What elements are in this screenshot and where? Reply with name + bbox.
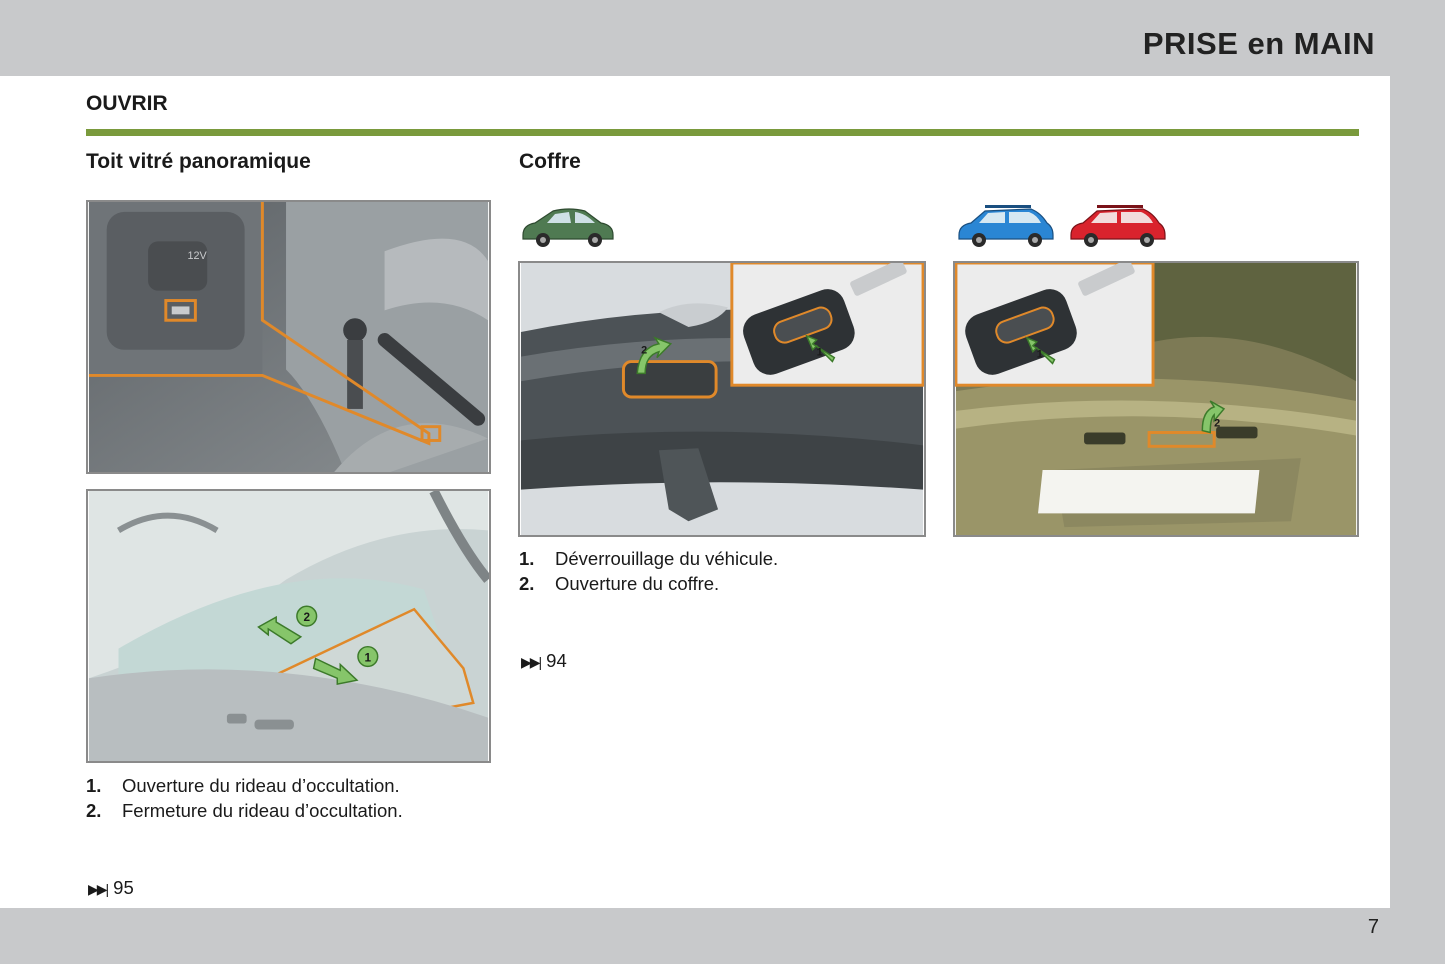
- boot-handle-hatchback-figure: [518, 261, 926, 537]
- callout-2-label: 2: [1214, 417, 1221, 430]
- boot-steps-list: [519, 546, 778, 596]
- blue-sw-car-icon: [955, 203, 1057, 249]
- green-hatchback-car-icon: [519, 203, 617, 249]
- list-item: 2. Ouverture du coffre.: [519, 573, 720, 594]
- page-ref-link[interactable]: ▶▶| 95: [88, 877, 134, 898]
- callout-2-label: 2: [641, 344, 648, 357]
- list-item: 2. Fermeture du rideau d’occultation.: [86, 800, 403, 821]
- skip-forward-icon: ▶▶|: [88, 881, 108, 897]
- section-divider: [86, 129, 1359, 136]
- sunroof-illustration: [88, 491, 489, 761]
- console-switch-figure: [86, 200, 491, 474]
- sunroof-blind-figure: [86, 489, 491, 763]
- sw-boot-illustration: [955, 263, 1357, 535]
- boot-handle-sw-figure: [953, 261, 1359, 537]
- page-ref-link[interactable]: ▶▶| 94: [521, 650, 567, 671]
- sunroof-steps-list: [86, 773, 403, 823]
- callout-1-label: 1: [816, 346, 823, 359]
- console-illustration: [88, 202, 489, 472]
- 12v-socket-label: 12V: [187, 250, 207, 263]
- callout-1-label: 1: [364, 650, 372, 665]
- list-item: 1. Déverrouillage du véhicule.: [519, 548, 779, 569]
- callout-1-label: 1: [1036, 348, 1043, 361]
- red-sw-car-icon: [1067, 203, 1169, 249]
- skip-forward-icon: ▶▶|: [521, 654, 541, 670]
- panoramic-roof-title: Toit vitré panoramique: [86, 150, 311, 173]
- hatchback-boot-illustration: [520, 263, 924, 535]
- section-title: OUVRIR: [86, 92, 168, 115]
- callout-2-label: 2: [303, 610, 311, 625]
- page-header-title: PRISE en MAIN: [1142, 26, 1375, 61]
- page-number: 7: [1367, 916, 1379, 938]
- boot-title: Coffre: [519, 150, 581, 173]
- list-item: 1. Ouverture du rideau d’occultation.: [86, 775, 400, 796]
